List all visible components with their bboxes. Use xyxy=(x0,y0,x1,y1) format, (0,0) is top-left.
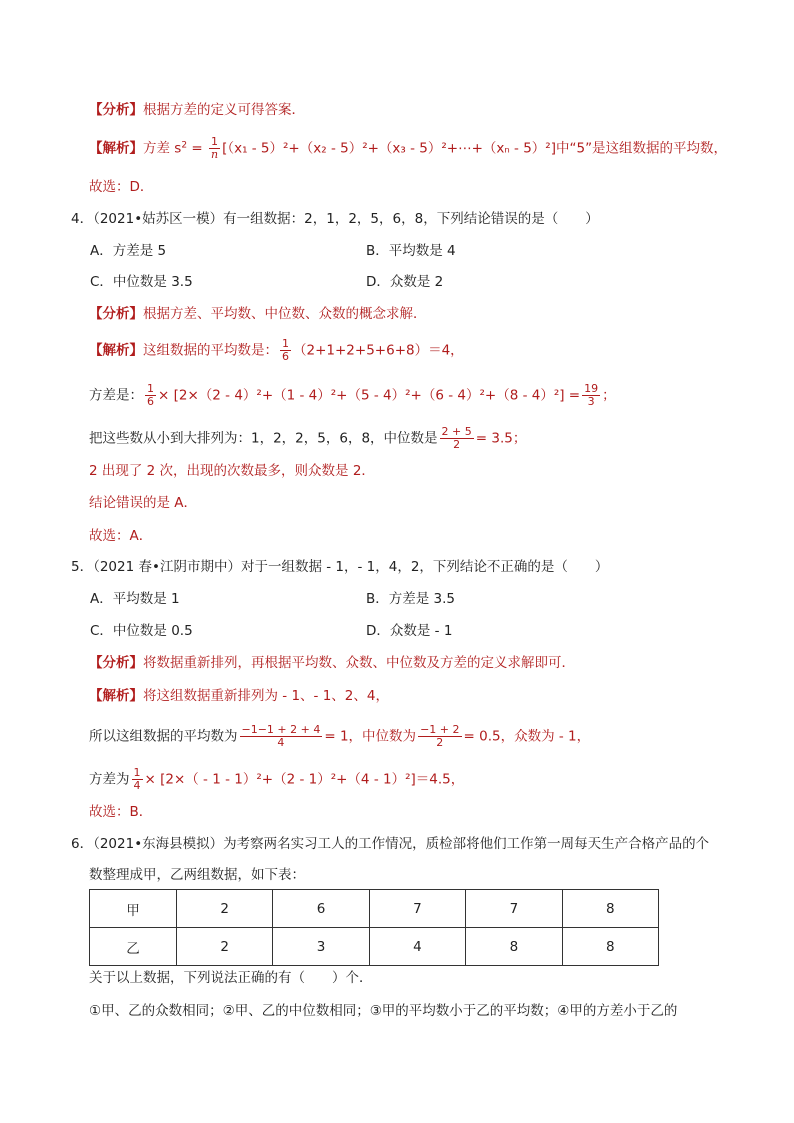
variance-fraction xyxy=(132,767,143,792)
row-label: 乙 xyxy=(90,928,177,966)
median-prefix: 把这些数从小到大排列为：1，2，2，5，6，8，中位数是 xyxy=(89,430,438,447)
q3-answer: 故选：D． xyxy=(89,179,154,195)
q5-solution-sort xyxy=(89,687,389,705)
q6-question: 关于以上数据，下列说法正确的有（ ）个． xyxy=(89,970,373,986)
fraction-denominator: 6 xyxy=(282,350,289,363)
q4-mode: 2 出现了 2 次，出现的次数最多，则众数是 2． xyxy=(89,463,375,479)
q4-solution-mean xyxy=(89,338,464,363)
q5-option-b: B．方差是 3.5 xyxy=(366,591,456,607)
q5-mean-median xyxy=(89,724,590,749)
q6-stem-line1: 6．（2021•东海县模拟）为考察两名实习工人的工作情况，质检部将他们工作第一周每天生产合格产品的个 xyxy=(71,836,710,852)
fraction-denominator: 2 xyxy=(418,736,461,749)
analysis-text: 将数据重新排列，再根据平均数、众数、中位数及方差的定义求解即可． xyxy=(143,655,575,671)
q5-option-d: D．众数是 - 1 xyxy=(366,623,453,639)
variance-result-fraction xyxy=(582,383,600,408)
solution-tag: 【解析】 xyxy=(89,140,143,157)
median-suffix: = 3.5； xyxy=(475,430,527,447)
fraction-numerator: 2 + 5 xyxy=(441,425,472,438)
mean-fraction xyxy=(240,724,323,749)
fraction-numerator: −1−1 + 2 + 4 xyxy=(241,723,321,736)
q4-option-d: D．众数是 2 xyxy=(366,274,444,290)
mean-fraction xyxy=(280,338,291,363)
fraction-numerator: 1 xyxy=(133,766,141,779)
fraction-denominator: 4 xyxy=(240,736,323,749)
q4-stem: 4．（2021•姑苏区一模）有一组数据：2，1，2，5，6，8，下列结论错误的是（ ） xyxy=(71,211,599,227)
q4-analysis xyxy=(89,305,427,323)
mean-mid: = 1，中位数为 xyxy=(324,728,417,745)
q5-option-c: C．中位数是 0.5 xyxy=(90,623,193,639)
q5-stem: 5．（2021 春•江阴市期中）对于一组数据 - 1，- 1，4，2，下列结论不正确的是（ ） xyxy=(71,559,609,575)
variance-body: × [2×（2 - 4）²+（1 - 4）²+（5 - 4）²+（6 - 4）²+（8 - 4）²] = xyxy=(158,387,581,404)
variance-body: × [2×（ - 1 - 1）²+（2 - 1）²+（4 - 1）²]＝4.5， xyxy=(144,771,465,788)
q4-option-a: A．方差是 5 xyxy=(90,243,167,259)
table-cell: 6 xyxy=(273,890,369,928)
q5-option-a: A．平均数是 1 xyxy=(90,591,180,607)
table-cell: 8 xyxy=(466,928,562,966)
fraction-numerator: 1 xyxy=(211,135,219,148)
median-fraction xyxy=(418,724,461,749)
variance-fraction xyxy=(145,383,156,408)
data-table xyxy=(89,889,659,966)
table-cell: 8 xyxy=(562,890,658,928)
table-cell: 2 xyxy=(177,928,273,966)
fraction-denominator: n xyxy=(210,148,219,161)
fraction-numerator: 1 xyxy=(282,337,289,350)
median-suffix: = 0.5，众数为 - 1， xyxy=(463,728,591,745)
q4-option-c: C．中位数是 3.5 xyxy=(90,274,193,290)
median-fraction xyxy=(440,426,474,451)
q5-analysis xyxy=(89,654,575,672)
solution-tag: 【解析】 xyxy=(89,688,143,704)
analysis-text: 根据方差的定义可得答案． xyxy=(143,102,305,118)
fraction-denominator: 2 xyxy=(440,438,474,451)
formula-suffix: 中“5”是这组数据的平均数， xyxy=(555,140,728,157)
analysis-tag: 【分析】 xyxy=(89,102,143,118)
q6-stem-line2: 数整理成甲，乙两组数据，如下表： xyxy=(89,867,305,883)
fraction-numerator: 19 xyxy=(584,382,599,395)
q3-solution xyxy=(89,136,727,161)
formula-body: [（x₁ - 5）²+（x₂ - 5）²+（x₃ - 5）²+⋯+（xₙ - 5）²] xyxy=(222,140,556,157)
q6-statements: ①甲、乙的众数相同；②甲、乙的中位数相同；③甲的平均数小于乙的平均数；④甲的方差小于乙的 xyxy=(89,1003,678,1019)
analysis-tag: 【分析】 xyxy=(89,655,143,671)
mean-suffix: （2+1+2+5+6+8）＝4， xyxy=(293,342,464,359)
equals: = xyxy=(187,140,207,157)
table-cell: 4 xyxy=(369,928,465,966)
fraction-denominator: 3 xyxy=(582,395,600,408)
variance-prefix: 方差是： xyxy=(89,387,143,404)
q5-answer: 故选：B． xyxy=(89,804,153,820)
q4-variance xyxy=(89,383,616,408)
row-label: 甲 xyxy=(90,890,177,928)
mean-prefix: 这组数据的平均数是： xyxy=(143,342,278,359)
table-cell: 3 xyxy=(273,928,369,966)
fraction-denominator: 4 xyxy=(133,779,141,792)
q3-analysis xyxy=(89,101,305,119)
fraction-numerator: 1 xyxy=(147,382,154,395)
solution-tag: 【解析】 xyxy=(89,342,143,359)
fraction-denominator: 6 xyxy=(147,395,154,408)
q4-conclusion: 结论错误的是 A． xyxy=(89,495,198,511)
variance-fraction xyxy=(209,136,220,161)
q4-median xyxy=(89,426,526,451)
solution-prefix: 方差 s xyxy=(143,140,182,157)
table-cell: 8 xyxy=(562,928,658,966)
square-sup: 2 xyxy=(181,140,188,151)
q4-option-b: B．平均数是 4 xyxy=(366,243,456,259)
table-cell: 7 xyxy=(466,890,562,928)
variance-prefix: 方差为 xyxy=(89,771,130,788)
q4-answer: 故选：A． xyxy=(89,528,153,544)
table-row xyxy=(90,928,659,966)
table-row xyxy=(90,890,659,928)
table-cell: 7 xyxy=(369,890,465,928)
analysis-tag: 【分析】 xyxy=(89,306,143,322)
mean-prefix: 所以这组数据的平均数为 xyxy=(89,728,238,745)
analysis-text: 根据方差、平均数、中位数、众数的概念求解． xyxy=(143,306,427,322)
sort-text: 将这组数据重新排列为 - 1、- 1、2、4， xyxy=(143,688,389,704)
q5-variance xyxy=(89,767,464,792)
fraction-numerator: −1 + 2 xyxy=(420,723,460,736)
table-cell: 2 xyxy=(177,890,273,928)
variance-end: ； xyxy=(602,387,616,404)
